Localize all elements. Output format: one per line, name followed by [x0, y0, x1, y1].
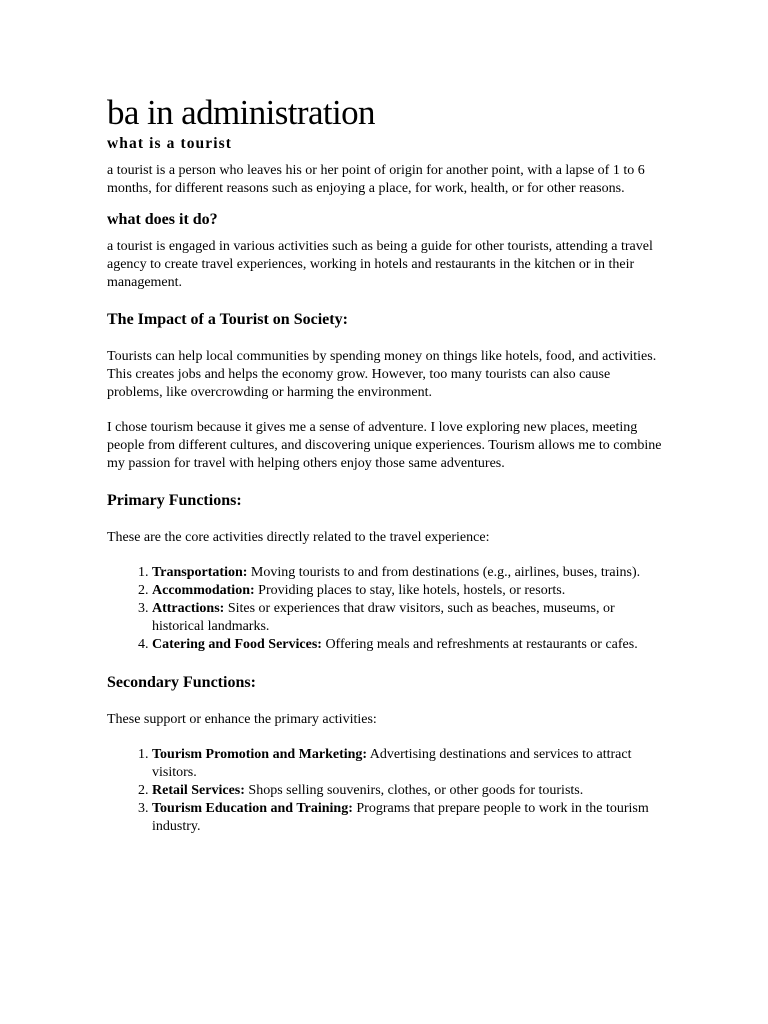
list-item [152, 564, 663, 582]
list-item-desc: Sites or experiences that draw visitors, such as beaches, museums, or historical landmarks. [152, 601, 615, 634]
primary-heading: Primary Functions: [107, 492, 242, 509]
primary-intro: These are the core activities directly related to the travel experience: [107, 530, 490, 545]
impact-heading: The Impact of a Tourist on Society: [107, 311, 348, 328]
list-item-desc: Moving tourists to and from destinations (e.g., airlines, buses, trains). [247, 565, 641, 580]
list-item-term: Transportation: [152, 565, 248, 580]
list-item-desc: Advertising destinations and services to attract visitors. [152, 747, 632, 780]
list-item-term: Attractions: [152, 601, 225, 616]
secondary-list [107, 746, 663, 836]
list-item-desc: Providing places to stay, like hotels, hostels, or resorts. [254, 583, 566, 598]
list-item-term: Catering and Food Services: [152, 637, 322, 652]
list-item-desc: Programs that prepare people to work in the tourism industry. [152, 801, 649, 834]
intro-paragraph: a tourist is a person who leaves his or her point of origin for another point, with a lapse of 1 to 6 months, for different reasons such as enjoying a place, for work, health, or for other reasons. [107, 163, 645, 196]
list-item [152, 800, 663, 836]
list-item [152, 746, 663, 782]
list-item-term: Tourism Education and Training: [152, 801, 353, 816]
list-item-term: Retail Services: [152, 783, 245, 798]
list-item [152, 600, 663, 636]
chose-paragraph: I chose tourism because it gives me a sense of adventure. I love exploring new places, meeting people from different cultures, and discovering unique experiences. Tourism allows me to combine my passion for travel with helping others enjoy those same adventures. [107, 420, 662, 471]
list-item-desc: Offering meals and refreshments at restaurants or cafes. [321, 637, 638, 652]
primary-list [107, 564, 663, 654]
secondary-heading: Secondary Functions: [107, 674, 256, 691]
list-item-term: Accommodation: [152, 583, 255, 598]
impact-paragraph: Tourists can help local communities by spending money on things like hotels, food, and activities. This creates jobs and helps the economy grow. However, too many tourists can also cause problems, like overcrowding or harming the environment. [107, 349, 657, 400]
list-item [152, 636, 663, 654]
list-item-term: Tourism Promotion and Marketing: [152, 747, 368, 762]
list-item [152, 582, 663, 600]
list-item [152, 782, 663, 800]
document-title: ba in administration [107, 93, 375, 132]
secondary-intro: These support or enhance the primary activities: [107, 712, 377, 727]
document-subtitle: what is a tourist [107, 135, 233, 152]
list-item-desc: Shops selling souvenirs, clothes, or other goods for tourists. [244, 783, 584, 798]
document-page [107, 92, 663, 836]
what-heading: what does it do? [107, 211, 218, 228]
what-paragraph: a tourist is engaged in various activities such as being a guide for other tourists, attending a travel agency to create travel experiences, working in hotels and restaurants in the kitchen or in their management. [107, 239, 653, 290]
